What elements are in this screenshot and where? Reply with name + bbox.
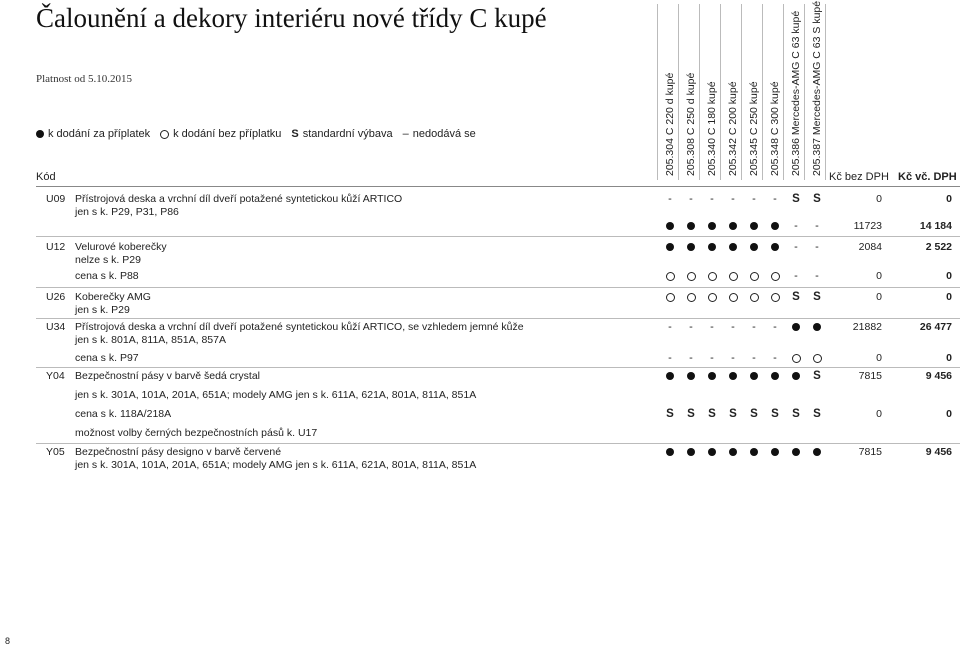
filled-dot-icon (660, 446, 680, 458)
column-divider (699, 4, 700, 180)
validity-date: Platnost od 5.10.2015 (36, 73, 132, 85)
filled-dot-icon (765, 220, 785, 232)
description-line: možnost volby černých bezpečnostních pásů k. U17 (75, 427, 318, 439)
not-available-mark: - (689, 193, 693, 205)
description-line: Přístrojová deska a vrchní díl dveří potažené syntetickou kůží ARTICO, se vzhledem jemné kůže (75, 321, 524, 333)
filled-dot-icon (660, 241, 680, 253)
option-description (75, 370, 260, 383)
description-line: Bezpečnostní pásy v barvě šedá crystal (75, 370, 261, 382)
standard-mark: S (708, 408, 716, 420)
empty-circle-icon (681, 270, 701, 282)
not-available-mark: - (794, 270, 798, 282)
not-available-mark: - (731, 321, 735, 333)
empty-cell (702, 427, 722, 439)
price-net: 11723 (853, 220, 882, 232)
empty-circle-icon (702, 270, 722, 282)
empty-cell (702, 389, 722, 401)
empty-circle-icon (744, 270, 764, 282)
model-column-header (809, 0, 829, 180)
model-column-header (725, 0, 745, 180)
filled-dot-icon (36, 130, 44, 138)
empty-cell (807, 427, 827, 439)
empty-circle-icon (765, 270, 785, 282)
standard-mark: S (813, 291, 821, 303)
empty-circle-icon (723, 291, 743, 303)
empty-cell (765, 427, 785, 439)
option-description (75, 321, 524, 346)
description-line: nelze s k. P29 (75, 253, 141, 266)
option-code: Y05 (46, 446, 65, 458)
price-net: 7815 (858, 370, 882, 382)
price-gross: 0 (946, 193, 952, 205)
filled-dot-icon (765, 241, 785, 253)
filled-dot-icon (660, 220, 680, 232)
legend-standard-symbol: S (291, 128, 299, 140)
not-available-mark: - (752, 321, 756, 333)
not-available-mark: - (752, 193, 756, 205)
legend-na-label: nedodává se (412, 128, 476, 140)
column-divider (741, 4, 742, 180)
column-divider (783, 4, 784, 180)
model-column-header (767, 0, 787, 180)
price-net: 2084 (858, 241, 882, 253)
description-line: cena s k. 118A/218A (75, 408, 172, 420)
empty-cell (681, 427, 701, 439)
model-label: 205.340 C 180 kupé (706, 81, 718, 176)
model-label: 205.387 Mercedes-AMG C 63 S kupé (811, 0, 823, 176)
legend-na-symbol: – (402, 128, 409, 140)
option-description (75, 270, 139, 283)
description-line: Bezpečnostní pásy designo v barvě červené (75, 446, 282, 458)
model-column-header (704, 0, 724, 180)
not-available-mark: - (710, 193, 714, 205)
filled-dot-icon (744, 446, 764, 458)
price-net: 21882 (852, 321, 882, 333)
option-description (75, 427, 317, 440)
standard-mark: S (813, 193, 821, 205)
standard-mark: S (813, 408, 821, 420)
column-divider (678, 4, 679, 180)
filled-dot-icon (765, 446, 785, 458)
not-available-mark: - (794, 241, 798, 253)
filled-dot-icon (660, 370, 680, 382)
price-gross: 0 (946, 352, 952, 364)
not-available-mark: - (815, 241, 819, 253)
standard-mark: S (792, 193, 800, 205)
option-description (75, 241, 167, 266)
page-number: 8 (5, 636, 11, 646)
filled-dot-icon (765, 370, 785, 382)
price-net: 0 (876, 352, 882, 364)
not-available-mark: - (689, 321, 693, 333)
description-line: Přístrojová deska a vrchní díl dveří potažené syntetickou kůží ARTICO (75, 193, 403, 205)
price-gross: 2 522 (925, 241, 952, 253)
not-available-mark: - (773, 193, 777, 205)
empty-circle-icon (660, 291, 680, 303)
standard-mark: S (687, 408, 695, 420)
empty-circle-icon (681, 291, 701, 303)
not-available-mark: - (668, 193, 672, 205)
empty-cell (681, 389, 701, 401)
model-label: 205.308 C 250 d kupé (685, 72, 697, 176)
empty-cell (723, 427, 743, 439)
model-label: 205.304 C 220 d kupé (664, 72, 676, 176)
model-column-header (788, 0, 808, 180)
option-description (75, 446, 476, 471)
price-gross: 9 456 (925, 446, 952, 458)
standard-mark: S (729, 408, 737, 420)
column-divider (657, 4, 658, 180)
filled-dot-icon (723, 446, 743, 458)
standard-mark: S (813, 370, 821, 382)
filled-dot-icon (702, 220, 722, 232)
option-code: U12 (46, 241, 66, 253)
empty-cell (723, 389, 743, 401)
row-divider (36, 318, 960, 319)
column-divider (762, 4, 763, 180)
price-net: 0 (876, 270, 882, 282)
not-available-mark: - (773, 352, 777, 364)
description-line: jen s k. 801A, 811A, 851A, 857A (75, 333, 226, 346)
not-available-mark: - (689, 352, 693, 364)
description-line: jen s k. 301A, 101A, 201A, 651A; modely AMG jen s k. 611A, 621A, 801A, 811A, 851A (75, 389, 477, 401)
not-available-mark: - (794, 220, 798, 232)
filled-dot-icon (702, 446, 722, 458)
filled-dot-icon (786, 370, 806, 382)
option-code: U26 (46, 291, 66, 303)
price-gross-header: Kč vč. DPH (898, 171, 957, 183)
option-description (75, 291, 151, 316)
description-line: jen s k. P29, P31, P86 (75, 205, 179, 218)
empty-cell (744, 427, 764, 439)
row-divider (36, 443, 960, 444)
legend-free-label: k dodání bez příplatku (173, 128, 282, 140)
filled-dot-icon (744, 370, 764, 382)
filled-dot-icon (681, 446, 701, 458)
filled-dot-icon (744, 220, 764, 232)
not-available-mark: - (731, 193, 735, 205)
option-description (75, 193, 402, 218)
filled-dot-icon (723, 220, 743, 232)
description-line: cena s k. P97 (75, 352, 139, 364)
option-description (75, 389, 476, 402)
price-gross: 0 (946, 291, 952, 303)
filled-dot-icon (702, 241, 722, 253)
standard-mark: S (750, 408, 758, 420)
price-gross: 0 (946, 270, 952, 282)
price-net: 0 (876, 291, 882, 303)
not-available-mark: - (668, 352, 672, 364)
not-available-mark: - (668, 321, 672, 333)
option-code: Y04 (46, 370, 65, 382)
filled-dot-icon (723, 370, 743, 382)
not-available-mark: - (752, 352, 756, 364)
legend-standard-label: standardní výbava (302, 128, 393, 140)
description-line: cena s k. P88 (75, 270, 139, 282)
not-available-mark: - (731, 352, 735, 364)
row-divider (36, 236, 960, 237)
description-line: jen s k. P29 (75, 303, 130, 316)
model-label: 205.348 C 300 kupé (769, 81, 781, 176)
model-column-header (662, 0, 682, 180)
filled-dot-icon (744, 241, 764, 253)
price-gross: 9 456 (925, 370, 952, 382)
header-divider (36, 186, 960, 187)
model-label: 205.342 C 200 kupé (727, 81, 739, 176)
filled-dot-icon (702, 370, 722, 382)
standard-mark: S (792, 408, 800, 420)
not-available-mark: - (773, 321, 777, 333)
column-divider (804, 4, 805, 180)
description-line: Velurové koberečky (75, 241, 167, 253)
option-code: U09 (46, 193, 66, 205)
model-label: 205.345 C 250 kupé (748, 81, 760, 176)
empty-circle-icon (744, 291, 764, 303)
legend-free (160, 128, 281, 140)
price-net: 7815 (858, 446, 882, 458)
legend-na (403, 128, 476, 140)
code-column-header: Kód (36, 171, 56, 183)
option-description (75, 408, 171, 421)
model-column-header (683, 0, 703, 180)
model-column-header (746, 0, 766, 180)
model-label: 205.386 Mercedes-AMG C 63 kupé (790, 10, 802, 176)
empty-circle-icon (723, 270, 743, 282)
filled-dot-icon (786, 321, 806, 333)
empty-circle-icon (786, 352, 806, 364)
row-divider (36, 367, 960, 368)
standard-mark: S (792, 291, 800, 303)
legend-paid (36, 128, 150, 140)
price-gross: 0 (946, 408, 952, 420)
empty-cell (765, 389, 785, 401)
empty-circle-icon (702, 291, 722, 303)
empty-cell (660, 389, 680, 401)
column-divider (720, 4, 721, 180)
legend-paid-label: k dodání za příplatek (48, 128, 151, 140)
price-gross: 26 477 (919, 321, 952, 333)
price-net: 0 (876, 408, 882, 420)
empty-circle-icon (765, 291, 785, 303)
empty-cell (786, 427, 806, 439)
empty-cell (660, 427, 680, 439)
empty-cell (786, 389, 806, 401)
empty-circle-icon (160, 130, 169, 139)
description-line: jen s k. 301A, 101A, 201A, 651A; modely AMG jen s k. 611A, 621A, 801A, 811A, 851A (75, 458, 477, 471)
standard-mark: S (771, 408, 779, 420)
legend (36, 128, 486, 140)
description-line: Koberečky AMG (75, 291, 151, 303)
filled-dot-icon (723, 241, 743, 253)
legend-standard (291, 128, 392, 140)
empty-circle-icon (660, 270, 680, 282)
empty-cell (744, 389, 764, 401)
page-title: Čalounění a dekory interiéru nové třídy C kupé (36, 3, 547, 33)
filled-dot-icon (681, 220, 701, 232)
price-net-header: Kč bez DPH (829, 171, 889, 183)
price-gross: 14 184 (919, 220, 952, 232)
not-available-mark: - (815, 220, 819, 232)
filled-dot-icon (786, 446, 806, 458)
option-description (75, 352, 139, 365)
empty-cell (807, 389, 827, 401)
standard-mark: S (666, 408, 674, 420)
row-divider (36, 287, 960, 288)
not-available-mark: - (815, 270, 819, 282)
filled-dot-icon (681, 370, 701, 382)
not-available-mark: - (710, 352, 714, 364)
price-net: 0 (876, 193, 882, 205)
option-code: U34 (46, 321, 66, 333)
column-divider (825, 4, 826, 180)
not-available-mark: - (710, 321, 714, 333)
filled-dot-icon (681, 241, 701, 253)
